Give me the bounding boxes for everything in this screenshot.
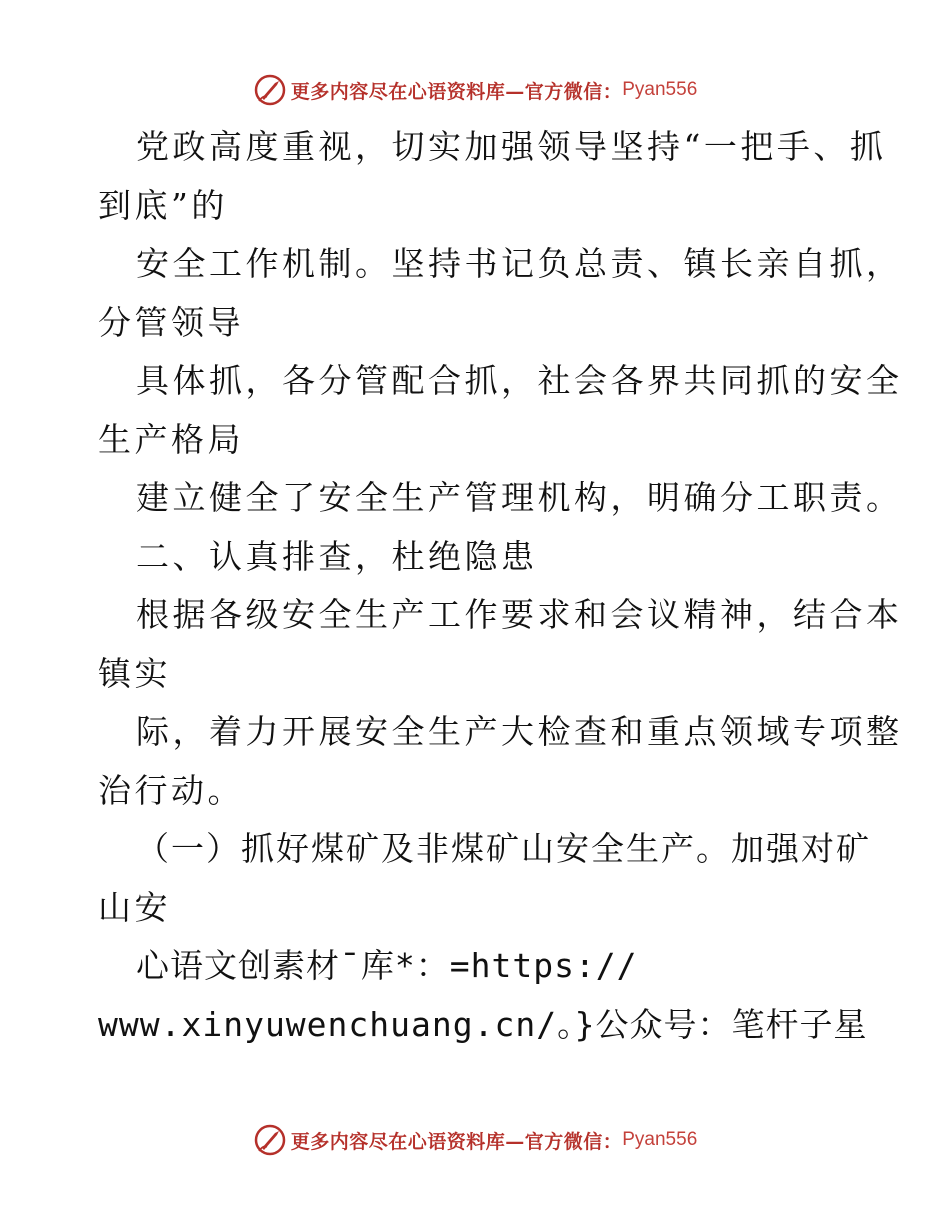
body-line: 治行动。 [98,770,244,810]
body-line: 到底”的 [98,185,228,225]
body-line: 根据各级安全生产工作要求和会议精神，结合本 [136,595,903,634]
body-line: 镇实 [98,653,171,693]
body-line: 建立健全了安全生产管理机构，明确分工职责。 [136,478,903,517]
body-line: 党政高度重视，切实加强领导坚持“一把手、抓 [136,127,887,166]
footer-banner [0,1120,950,1160]
watermark-line: www.xinyuwenchuang.cn/。}公众号：笔杆子星 [98,1004,868,1044]
document-body [98,118,903,1054]
body-line: 安全工作机制。坚持书记负总责、镇长亲自抓， [136,244,903,283]
body-line: 分管领导 [98,302,244,342]
body-line: 山安 [98,887,171,927]
banner-title: 更多内容尽在心语资料库—官方微信： [290,80,623,103]
body-line: 际，着力开展安全生产大检查和重点领域专项整 [136,712,903,751]
header-banner [0,70,950,110]
body-line: 具体抓，各分管配合抓，社会各界共同抓的安全 [136,361,903,400]
quill-pen-logo-icon [253,1123,287,1157]
body-line: 生产格局 [98,419,244,459]
quill-pen-logo-icon [253,73,287,107]
watermark-line: 心语文创素材¯库*：=https:// [136,946,638,985]
section-heading: 二、认真排查，杜绝隐患 [136,536,538,576]
body-line: （一）抓好煤矿及非煤矿山安全生产。加强对矿 [136,829,871,868]
banner-contact: Pyan556 [622,79,698,100]
banner-contact: Pyan556 [622,1129,698,1150]
banner-title: 更多内容尽在心语资料库—官方微信： [290,1130,623,1153]
